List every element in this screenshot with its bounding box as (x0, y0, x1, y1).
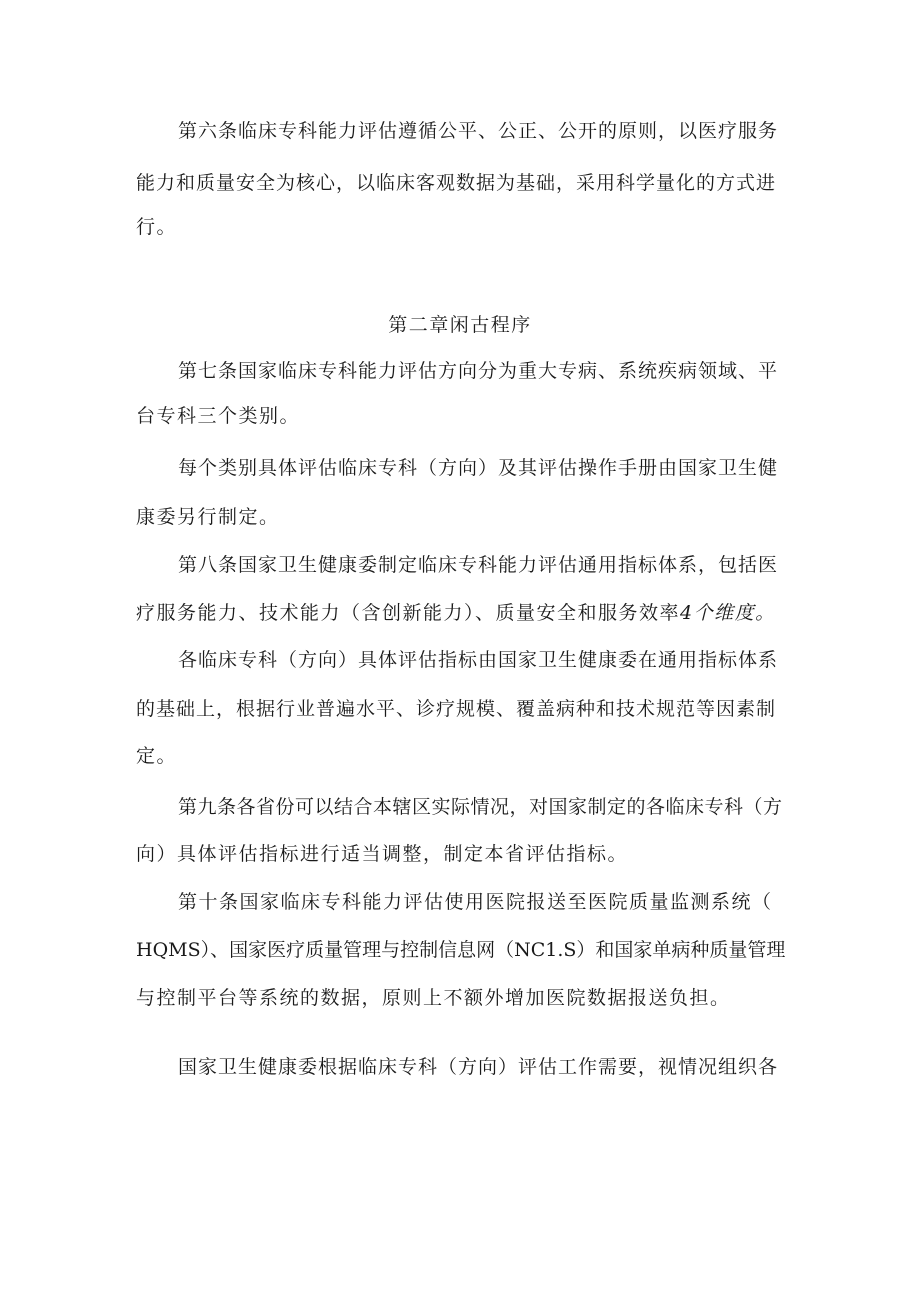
p1-line-1: 第六条临床专科能力评估遵循公平、公正、公开的原则，以医疗服务 (178, 120, 779, 142)
p6-line-1: 第九条各省份可以结合本辖区实际情况，对国家制定的各临床专科（方 (178, 796, 783, 818)
p5-line-3: 定。 (136, 745, 178, 767)
p2-line-2: 台专科三个类别。 (136, 405, 301, 427)
p8-line-1: 国家卫生健康委根据临床专科（方向）评估工作需要，视情况组织各 (178, 1056, 779, 1078)
p7-line-2: HQMS）、国家医疗质量管理与控制信息网（NC1.S）和国家单病种质量管理 (136, 939, 786, 961)
p5-line-1: 各临床专科（方向）具体评估指标由国家卫生健康委在通用指标体系 (178, 649, 779, 671)
p1-line-2: 能力和质量安全为核心，以临床客观数据为基础，采用科学量化的方式进 (136, 172, 777, 194)
p2-line-1: 第七条国家临床专科能力评估方向分为重大专病、系统疾病领域、平 (178, 360, 779, 382)
p5-line-2: 的基础上，根据行业普遍水平、诊疗规模、覆盖病种和技术规范等因素制 (136, 698, 777, 720)
p4-line-1: 第八条国家卫生健康委制定临床专科能力评估通用指标体系，包括医 (178, 554, 779, 576)
p4-line-2-italic: 4个维度。 (680, 602, 776, 624)
p4-line-2-text: 疗服务能力、技术能力（含创新能力）、质量安全和服务效率 (136, 602, 681, 624)
p4-line-2 (136, 601, 786, 625)
p3-line-2: 康委另行制定。 (136, 506, 280, 528)
chapter-title: 第二章闲古程序 (388, 314, 532, 336)
p1-line-3: 行。 (136, 216, 178, 238)
p7-line-1: 第十条国家临床专科能力评估使用医院报送至医院质量监测系统（ (178, 891, 773, 913)
p7-line-3: 与控制平台等系统的数据，原则上不额外增加医院数据报送负担。 (136, 987, 731, 1009)
p6-line-2: 向）具体评估指标进行适当调整，制定本省评估指标。 (136, 843, 629, 865)
p3-line-1: 每个类别具体评估临床专科（方向）及其评估操作手册由国家卫生健 (178, 457, 779, 479)
